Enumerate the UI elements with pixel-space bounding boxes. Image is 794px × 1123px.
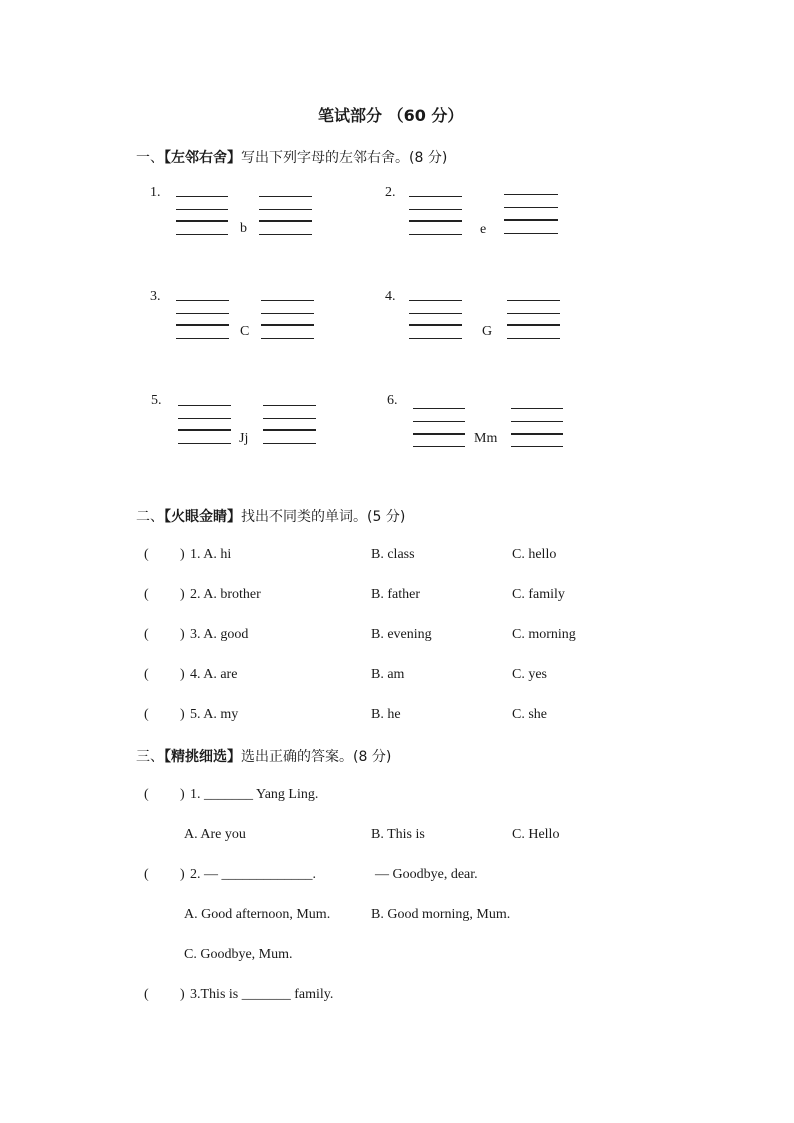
section2-heading-num: 二、 — [136, 509, 164, 525]
answer-paren-open: ( — [144, 587, 149, 602]
given-letter: e — [480, 222, 487, 237]
option-a: 4. A. are — [190, 667, 238, 682]
option-a: A. Are you — [184, 827, 246, 842]
answer-paren-close: ) — [180, 627, 185, 642]
page-title: 笔试部分 （60 分） — [318, 106, 464, 125]
writing-line — [511, 433, 563, 435]
item-number: 5. — [151, 393, 162, 408]
writing-line — [409, 324, 462, 326]
option-b: B. This is — [371, 827, 425, 842]
writing-line — [176, 234, 228, 235]
writing-line — [413, 433, 465, 435]
option-a: 2. A. brother — [190, 587, 261, 602]
letter-item-6 — [387, 393, 572, 453]
option-b: B. am — [371, 667, 405, 682]
writing-line — [504, 233, 558, 234]
writing-line — [413, 421, 465, 422]
writing-line — [507, 300, 560, 301]
section3-heading-num: 三、 — [136, 749, 164, 765]
option-c: C. she — [512, 707, 547, 722]
writing-line — [409, 209, 462, 210]
writing-line — [176, 324, 229, 326]
answer-paren-open: ( — [144, 667, 149, 682]
writing-line — [504, 219, 558, 221]
option-a: 5. A. my — [190, 707, 239, 722]
writing-line — [261, 324, 314, 326]
writing-line — [259, 209, 312, 210]
section1-heading-tag: 【左邻右舍】 — [164, 150, 241, 166]
question-stem: 3.This is _______ family. — [190, 987, 334, 1002]
writing-line — [263, 405, 316, 406]
answer-paren-close: ) — [180, 987, 185, 1002]
writing-line — [176, 300, 229, 301]
answer-paren-close: ) — [180, 587, 185, 602]
letter-item-4 — [385, 289, 565, 349]
answer-paren-open: ( — [144, 787, 149, 802]
writing-line — [409, 338, 462, 339]
writing-line — [413, 446, 465, 447]
answer-paren-open: ( — [144, 987, 149, 1002]
letter-item-5 — [151, 393, 331, 453]
option-a: 3. A. good — [190, 627, 249, 642]
item-number: 4. — [385, 289, 396, 304]
answer-paren-open: ( — [144, 547, 149, 562]
writing-line — [261, 338, 314, 339]
writing-line — [261, 300, 314, 301]
writing-line — [409, 196, 462, 197]
writing-line — [176, 313, 229, 314]
writing-line — [176, 196, 228, 197]
writing-line — [259, 234, 312, 235]
writing-line — [176, 220, 228, 222]
answer-paren-close: ) — [180, 547, 185, 562]
item-number: 6. — [387, 393, 398, 408]
answer-paren-close: ) — [180, 667, 185, 682]
section2-heading — [136, 506, 405, 526]
option-b: B. class — [371, 547, 415, 562]
writing-line — [409, 220, 462, 222]
option-c: C. yes — [512, 667, 547, 682]
option-a: A. Good afternoon, Mum. — [184, 907, 331, 922]
writing-line — [176, 209, 228, 210]
given-letter: G — [482, 324, 493, 339]
section3-heading — [136, 746, 391, 766]
answer-paren-open: ( — [144, 867, 149, 882]
writing-line — [507, 324, 560, 326]
section2-heading-text: 找出不同类的单词。(5 分) — [241, 509, 406, 525]
option-b: B. Good morning, Mum. — [371, 907, 511, 922]
section1-heading — [136, 147, 447, 167]
option-c: C. hello — [512, 547, 557, 562]
writing-line — [259, 196, 312, 197]
writing-line — [178, 405, 231, 406]
item-number: 2. — [385, 185, 396, 200]
option-c: C. Goodbye, Mum. — [184, 947, 293, 962]
writing-line — [263, 429, 316, 431]
writing-line — [259, 220, 312, 222]
writing-line — [511, 421, 563, 422]
option-b: B. evening — [371, 627, 432, 642]
writing-line — [178, 429, 231, 431]
writing-line — [504, 207, 558, 208]
letter-item-3 — [150, 289, 330, 349]
writing-line — [409, 234, 462, 235]
letter-item-1 — [150, 185, 330, 245]
option-c: C. morning — [512, 627, 576, 642]
writing-line — [261, 313, 314, 314]
section2-heading-tag: 【火眼金睛】 — [164, 509, 241, 525]
option-b: B. father — [371, 587, 420, 602]
option-c: C. Hello — [512, 827, 560, 842]
question-stem: 1. _______ Yang Ling. — [190, 787, 319, 802]
section3-heading-tag: 【精挑细选】 — [164, 749, 241, 765]
section1-heading-text: 写出下列字母的左邻右舍。(8 分) — [241, 150, 448, 166]
given-letter: b — [240, 221, 247, 236]
given-letter: Mm — [474, 431, 498, 446]
option-b: B. he — [371, 707, 401, 722]
writing-line — [511, 408, 563, 409]
writing-line — [413, 408, 465, 409]
given-letter: Jj — [239, 431, 249, 446]
item-number: 3. — [150, 289, 161, 304]
answer-paren-open: ( — [144, 707, 149, 722]
option-c: C. family — [512, 587, 565, 602]
item-number: 1. — [150, 185, 161, 200]
section3-heading-text: 选出正确的答案。(8 分) — [241, 749, 392, 765]
question-reply: — Goodbye, dear. — [375, 867, 478, 882]
writing-line — [176, 338, 229, 339]
writing-line — [178, 418, 231, 419]
answer-paren-close: ) — [180, 867, 185, 882]
writing-line — [178, 443, 231, 444]
question-stem: 2. — _____________. — [190, 867, 316, 882]
answer-paren-close: ) — [180, 787, 185, 802]
writing-line — [409, 300, 462, 301]
letter-item-2 — [385, 185, 565, 245]
writing-line — [263, 418, 316, 419]
writing-line — [507, 313, 560, 314]
writing-line — [507, 338, 560, 339]
writing-line — [511, 446, 563, 447]
writing-line — [409, 313, 462, 314]
answer-paren-open: ( — [144, 627, 149, 642]
section1-heading-num: 一、 — [136, 150, 164, 166]
answer-paren-close: ) — [180, 707, 185, 722]
writing-line — [263, 443, 316, 444]
option-a: 1. A. hi — [190, 547, 232, 562]
given-letter: C — [240, 324, 250, 339]
writing-line — [504, 194, 558, 195]
